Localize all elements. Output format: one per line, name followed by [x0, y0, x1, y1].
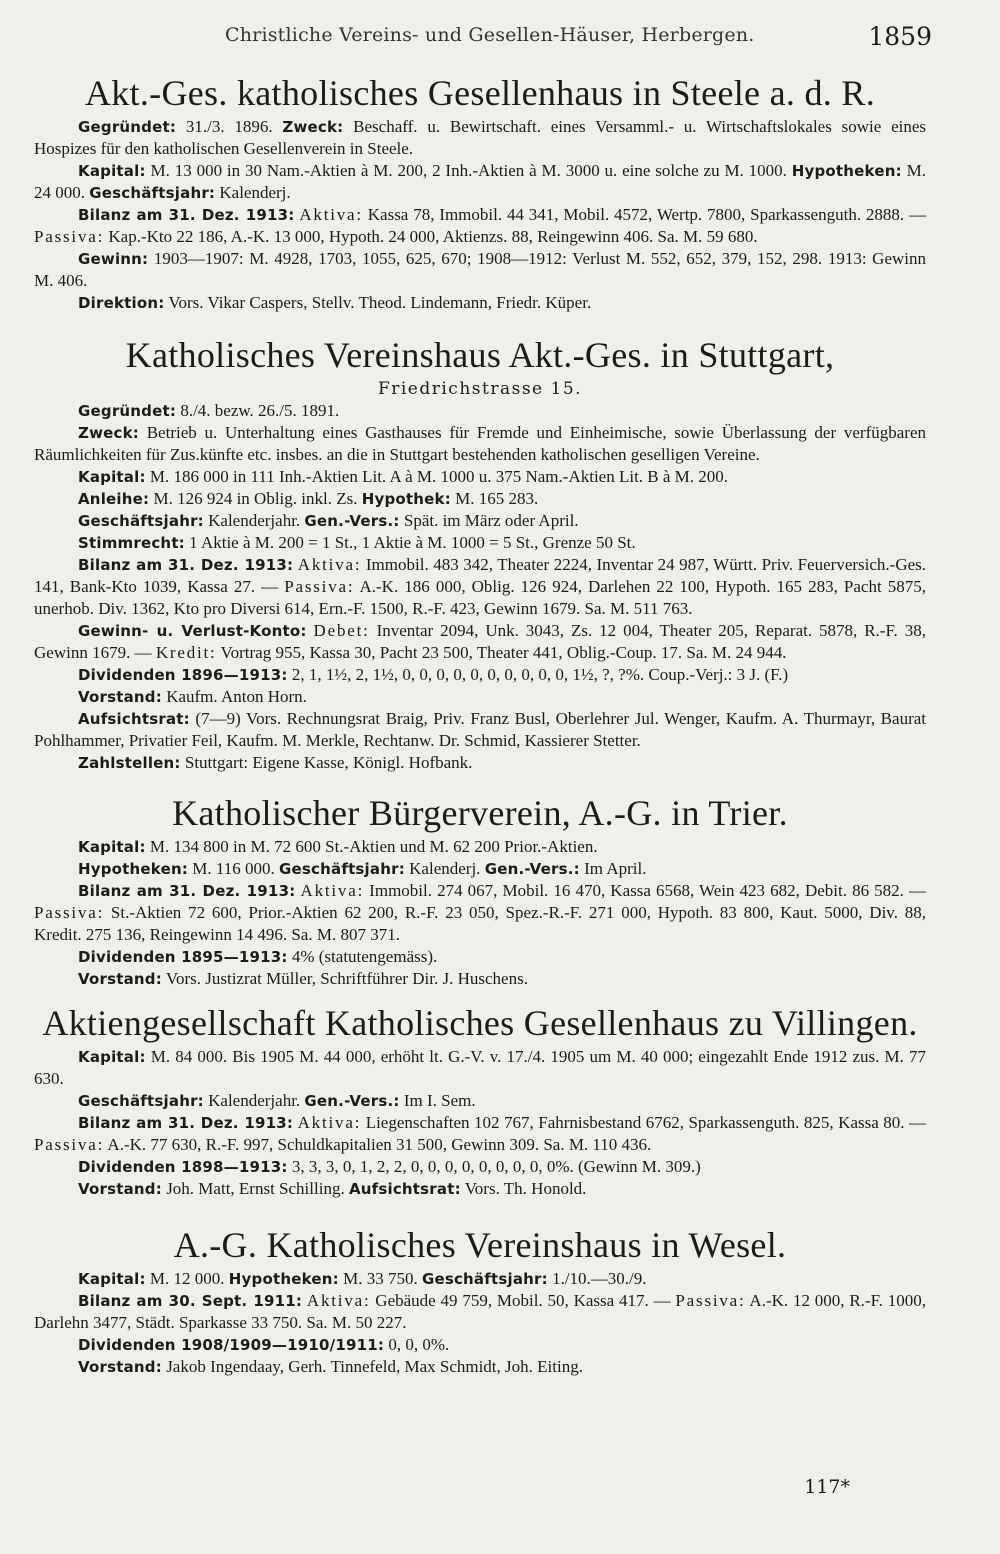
field-value: Kalenderj. — [404, 859, 485, 878]
field-value: 1 Aktie à M. 200 = 1 St., 1 Aktie à M. 1000 = 5 St., Grenze 50 St. — [184, 533, 636, 552]
signature-mark: 117* — [804, 1476, 850, 1498]
field-value: Kalenderjahr. — [203, 1091, 305, 1110]
running-head-title: Christliche Vereins- und Gesellen-Häuser, Herbergen. — [225, 24, 755, 46]
company-title: A.-G. Katholisches Vereinshaus in Wesel. — [173, 1225, 787, 1265]
field-value: 1./10.—30./9. — [547, 1269, 647, 1288]
field-key: Kapital: — [78, 162, 146, 180]
entry-paragraph — [34, 1290, 926, 1334]
field-value: Gebäude 49 759, Mobil. 50, Kassa 417. — — [370, 1291, 676, 1310]
field-value: Kap.-Kto 22 186, A.-K. 13 000, Hypoth. 24 000, Aktienzs. 88, Reingewinn 406. Sa. M. 59 680. — [104, 227, 758, 246]
field-value: M. 12 000. — [145, 1269, 229, 1288]
field-subkey: Aktiva: — [300, 881, 365, 900]
company-entry — [34, 70, 926, 314]
company-title: Katholischer Bürgerverein, A.-G. in Trier. — [172, 793, 788, 833]
field-subkey: Aktiva: — [297, 555, 362, 574]
entry-paragraph — [34, 510, 926, 532]
field-subkey: Kredit: — [155, 643, 217, 662]
field-value: Beschaff. u. Bewirtschaft. eines Versamml.- u. Wirtschaftslokales sowie eines Hospizes für den katholischen Gesellenverein in Steele. — [34, 117, 927, 158]
field-key: Gen.-Vers.: — [304, 512, 400, 530]
entry-paragraph — [34, 466, 926, 488]
entry-paragraph — [34, 400, 926, 422]
field-key: Kapital: — [78, 468, 146, 486]
field-value: M. 116 000. — [188, 859, 280, 878]
field-key: Vorstand: — [78, 688, 162, 706]
field-value: Kaufm. Anton Horn. — [161, 687, 307, 706]
field-key: Zweck: — [78, 424, 139, 442]
company-address: Friedrichstrasse 15. — [377, 379, 583, 399]
main-content — [34, 70, 926, 1378]
field-value: Spät. im März oder April. — [399, 511, 579, 530]
entry-paragraph — [34, 160, 926, 204]
entry-paragraph — [34, 686, 926, 708]
field-key: Hypothek: — [361, 490, 451, 508]
field-value: Stuttgart: Eigene Kasse, Königl. Hofbank. — [180, 753, 473, 772]
field-value: Jakob Ingendaay, Gerh. Tinnefeld, Max Schmidt, Joh. Eiting. — [161, 1357, 583, 1376]
entry-paragraph — [34, 752, 926, 774]
field-value: Vortrag 955, Kassa 30, Pacht 23 500, Theater 441, Oblig.-Coup. 17. Sa. M. 24 944. — [216, 643, 787, 662]
field-value: (7—9) Vors. Rechnungsrat Braig, Priv. Franz Busl, Oberlehrer Jul. Wenger, Kaufm. A. Thurmayr, Baurat Pohlhammer, Privatier Feil, Kaufm. M. Merkle, Rechtanw. Dr. Schmid, Kassierer Stetter. — [34, 709, 926, 750]
field-subkey: Debet: — [313, 621, 370, 640]
field-value: M. 165 283. — [450, 489, 539, 508]
entry-paragraph — [34, 488, 926, 510]
field-value: 0, 0, 0%. — [384, 1335, 450, 1354]
company-title: Akt.-Ges. katholisches Gesellenhaus in Steele a. d. R. — [84, 73, 876, 113]
field-key: Geschäftsjahr: — [78, 512, 204, 530]
field-key: Dividenden 1895—1913: — [78, 948, 288, 966]
field-value: Betrieb u. Unterhaltung eines Gasthauses für Fremde und Einheimische, sowie Überlassung der verfügbaren Räumlichkeiten für Zus.künfte etc. insbes. an die in Stuttgart bestehenden katholischen geselligen Vereine. — [34, 423, 926, 464]
field-value: 4% (statutengemäss). — [287, 947, 438, 966]
field-key: Hypotheken: — [791, 162, 902, 180]
field-value: Vors. Justizrat Müller, Schriftführer Dir. J. Huschens. — [161, 969, 528, 988]
field-value: 1903—1907: M. 4928, 1703, 1055, 625, 670; 1908—1912: Verlust M. 552, 652, 379, 152, 298. 1913: Gewinn M. 406. — [34, 249, 926, 290]
field-value: M. 134 800 in M. 72 600 St.-Aktien und M. 62 200 Prior.-Aktien. — [145, 837, 598, 856]
field-value: Im April. — [579, 859, 647, 878]
field-key: Geschäftsjahr: — [279, 860, 405, 878]
company-title: Aktiengesellschaft Katholisches Gesellenhaus zu Villingen. — [42, 1003, 918, 1043]
entry-paragraph — [34, 1268, 926, 1290]
entry-paragraph — [34, 946, 926, 968]
field-value: 2, 1, 1½, 2, 1½, 0, 0, 0, 0, 0, 0, 0, 0, 0, 0, 1½, ?, ?%. Coup.-Verj.: 3 J. (F.) — [287, 665, 789, 684]
entry-paragraph — [34, 292, 926, 314]
field-value: M. 84 000. Bis 1905 M. 44 000, erhöht lt. G.-V. v. 17./4. 1905 um M. 40 000; eingezahlt Ende 1912 zus. M. 77 630. — [34, 1047, 926, 1088]
field-key: Geschäftsjahr: — [89, 184, 216, 202]
entry-paragraph — [34, 532, 926, 554]
entry-paragraph — [34, 1356, 926, 1378]
field-key: Bilanz am 31. Dez. 1913: — [78, 882, 296, 900]
field-value: Immobil. 274 067, Mobil. 16 470, Kassa 6568, Wein 423 682, Debit. 86 582. — — [364, 881, 927, 900]
entry-paragraph — [34, 664, 926, 686]
field-value: Kassa 78, Immobil. 44 341, Mobil. 4572, Wertp. 7800, Sparkassenguth. 2888. — — [362, 205, 927, 224]
field-key: Hypotheken: — [78, 860, 189, 878]
field-key: Aufsichtsrat: — [78, 710, 190, 728]
field-key: Bilanz am 30. Sept. 1911: — [78, 1292, 303, 1310]
entry-paragraph — [34, 1046, 926, 1090]
field-value: Kalenderjahr. — [203, 511, 305, 530]
entry-paragraph — [34, 422, 926, 466]
field-key: Vorstand: — [78, 970, 162, 988]
field-key: Hypotheken: — [228, 1270, 339, 1288]
field-value: 8./4. bezw. 26./5. 1891. — [176, 401, 340, 420]
entry-paragraph — [34, 1156, 926, 1178]
field-key: Zweck: — [282, 118, 344, 136]
entry-paragraph — [34, 620, 926, 664]
entry-paragraph — [34, 1090, 926, 1112]
field-key: Kapital: — [78, 1048, 146, 1066]
field-value: Vors. Th. Honold. — [460, 1179, 587, 1198]
field-value: A.-K. 186 000, Oblig. 126 924, Darlehen 22 100, Hypoth. 165 283, Pacht 5875, unerhob. Div. 1362, Kto pro Diversi 614, Ern.-F. 1500, R.-F. 423, Gewinn 1679. Sa. M. 511 763. — [34, 577, 926, 618]
field-value: M. 33 750. — [338, 1269, 422, 1288]
field-key: Anleihe: — [78, 490, 150, 508]
field-key: Geschäftsjahr: — [421, 1270, 548, 1288]
entry-paragraph — [34, 708, 926, 752]
page-number: 1859 — [868, 22, 932, 51]
field-value: M. 24 000. — [34, 161, 926, 202]
company-entry — [34, 1000, 926, 1200]
field-key: Dividenden 1896—1913: — [78, 666, 288, 684]
entry-paragraph — [34, 1334, 926, 1356]
field-value: Vors. Vikar Caspers, Stellv. Theod. Lindemann, Friedr. Küper. — [164, 293, 592, 312]
field-value: 3, 3, 3, 0, 1, 2, 2, 0, 0, 0, 0, 0, 0, 0, 0, 0%. (Gewinn M. 309.) — [287, 1157, 701, 1176]
field-key: Gewinn: — [78, 250, 149, 268]
entry-paragraph — [34, 1178, 926, 1200]
field-subkey: Aktiva: — [306, 1291, 371, 1310]
field-key: Aufsichtsrat: — [348, 1180, 461, 1198]
field-subkey: Passiva: — [34, 903, 105, 922]
field-value: A.-K. 77 630, R.-F. 997, Schuldkapitalien 31 500, Gewinn 309. Sa. M. 110 436. — [104, 1135, 652, 1154]
company-entry — [34, 790, 926, 990]
field-key: Stimmrecht: — [78, 534, 185, 552]
field-key: Kapital: — [78, 1270, 146, 1288]
field-value: A.-K. 12 000, R.-F. 1000, Darlehn 3477, Städt. Sparkasse 33 750. Sa. M. 50 227. — [34, 1291, 927, 1332]
field-key: Gegründet: — [78, 118, 177, 136]
entry-paragraph — [34, 204, 926, 248]
field-value: Immobil. 483 342, Theater 2224, Inventar 24 987, Württ. Priv. Feuerversich.-Ges. 141, Bank-Kto 1039, Kassa 27. — — [34, 555, 927, 596]
field-key: Bilanz am 31. Dez. 1913: — [78, 206, 295, 224]
company-entry — [34, 1222, 926, 1378]
field-subkey: Passiva: — [34, 227, 105, 246]
entry-paragraph — [34, 116, 926, 160]
field-value: M. 126 924 in Oblig. inkl. Zs. — [149, 489, 362, 508]
field-value: Kalenderj. — [215, 183, 291, 202]
field-value: Joh. Matt, Ernst Schilling. — [161, 1179, 349, 1198]
field-key: Direktion: — [78, 294, 165, 312]
field-value: Im I. Sem. — [399, 1091, 476, 1110]
entry-paragraph — [34, 1112, 926, 1156]
field-subkey: Passiva: — [675, 1291, 746, 1310]
field-value: Inventar 2094, Unk. 3043, Zs. 12 004, Theater 205, Reparat. 5878, R.-F. 38, Gewinn 1679. — — [34, 621, 926, 662]
field-value: M. 13 000 in 30 Nam.-Aktien à M. 200, 2 Inh.-Aktien à M. 3000 u. eine solche zu M. 1000. — [145, 161, 792, 180]
field-key: Gen.-Vers.: — [484, 860, 580, 878]
entry-paragraph — [34, 836, 926, 858]
field-key: Geschäftsjahr: — [78, 1092, 204, 1110]
field-subkey: Aktiva: — [299, 205, 363, 224]
field-key: Kapital: — [78, 838, 146, 856]
field-key: Vorstand: — [78, 1358, 162, 1376]
entry-paragraph — [34, 248, 926, 292]
entry-paragraph — [34, 880, 926, 946]
field-key: Dividenden 1898—1913: — [78, 1158, 288, 1176]
field-key: Vorstand: — [78, 1180, 162, 1198]
entry-paragraph — [34, 554, 926, 620]
field-key: Bilanz am 31. Dez. 1913: — [78, 556, 294, 574]
entry-paragraph — [34, 968, 926, 990]
field-key: Gen.-Vers.: — [304, 1092, 400, 1110]
field-key: Gewinn- u. Verlust-Konto: — [78, 622, 307, 640]
field-value: Liegenschaften 102 767, Fahrnisbestand 6762, Sparkassenguth. 825, Kassa 80. — — [361, 1113, 927, 1132]
field-key: Zahlstellen: — [78, 754, 181, 772]
field-subkey: Passiva: — [34, 1135, 105, 1154]
running-head — [0, 22, 1000, 52]
field-key: Bilanz am 31. Dez. 1913: — [78, 1114, 294, 1132]
field-value: St.-Aktien 72 600, Prior.-Aktien 62 200, R.-F. 23 050, Spez.-R.-F. 271 000, Hypoth. 83 800, Kaut. 5000, Div. 88, Kredit. 275 136, Reingewinn 14 496. Sa. M. 807 371. — [34, 903, 926, 944]
entry-paragraph — [34, 858, 926, 880]
field-subkey: Passiva: — [284, 577, 355, 596]
field-key: Dividenden 1908/1909—1910/1911: — [78, 1336, 385, 1354]
company-entry — [34, 332, 926, 774]
field-value: M. 186 000 in 111 Inh.-Aktien Lit. A à M. 1000 u. 375 Nam.-Aktien Lit. B à M. 200. — [145, 467, 729, 486]
field-subkey: Aktiva: — [297, 1113, 362, 1132]
field-value: 31./3. 1896. — [176, 117, 283, 136]
field-value — [307, 621, 314, 640]
field-key: Gegründet: — [78, 402, 177, 420]
company-title: Katholisches Vereinshaus Akt.-Ges. in Stuttgart, — [125, 335, 835, 375]
